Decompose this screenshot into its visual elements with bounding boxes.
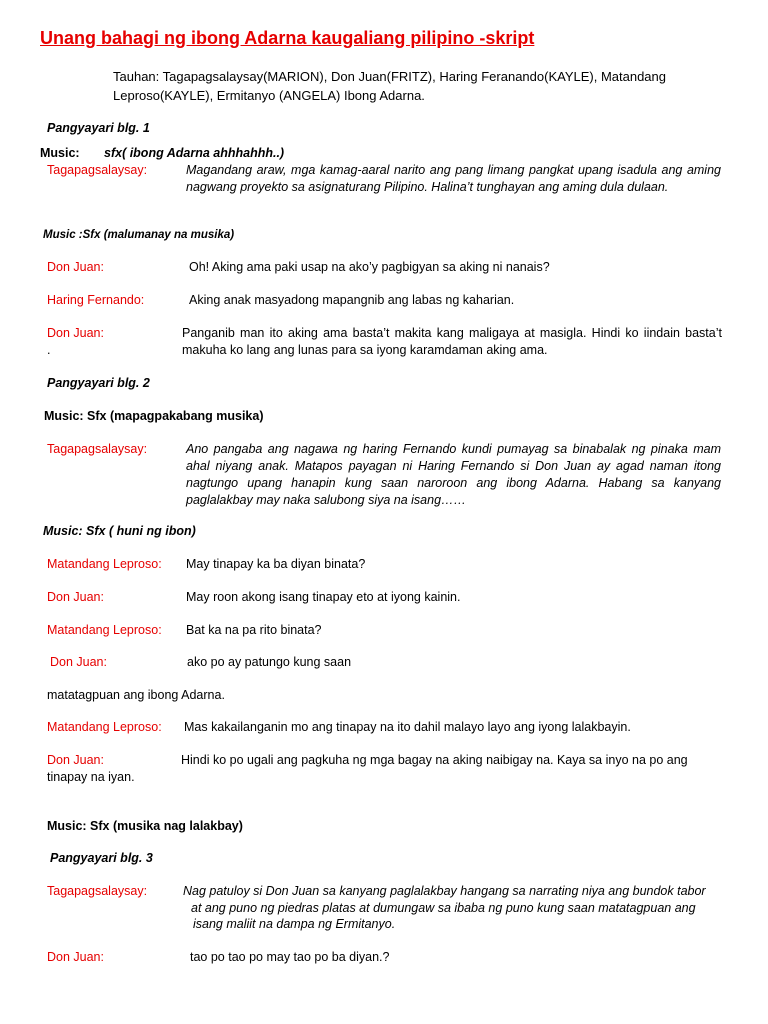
dialogue-continuation: tinapay na iyan. [47, 770, 135, 784]
speaker-name: Matandang Leproso: [47, 557, 162, 571]
speaker-name: Don Juan: [47, 753, 104, 767]
dialogue-line: Bat ka na pa rito binata? [186, 623, 322, 637]
section-heading-3: Pangyayari blg. 3 [50, 851, 153, 865]
dialogue-line: isang maliit na dampa ng Ermitanyo. [193, 917, 396, 931]
speaker-name: Matandang Leproso: [47, 623, 162, 637]
music-cue-3: Music: Sfx (mapagpakabang musika) [44, 409, 264, 423]
dialogue-line: at ang puno ng piedras platas at dumungaw sa ibaba ng puno kung saan matatagpuan ang [191, 901, 696, 915]
speaker-name: Don Juan: [47, 326, 104, 340]
dialogue-line: ako po ay patungo kung saan [187, 655, 352, 669]
music-cue-4: Music: Sfx ( huni ng ibon) [43, 524, 196, 538]
section-heading-2: Pangyayari blg. 2 [47, 376, 150, 390]
speaker-name: Tagapagsalaysay: [47, 442, 148, 456]
dialogue-line: Oh! Aking ama paki usap na ako’y pagbigyan sa aking ni nanais? [189, 260, 550, 274]
speaker-name: Matandang Leproso: [47, 720, 162, 734]
speaker-name: Don Juan: [50, 655, 107, 669]
music-cue-2: Music :Sfx (malumanay na musika) [43, 229, 235, 241]
margin-mark: . [47, 343, 51, 357]
music-cue-5: Music: Sfx (musika nag lalakbay) [47, 819, 243, 833]
dialogue-line: Aking anak masyadong mapangnib ang labas ng kaharian. [189, 293, 515, 307]
speaker-name: Don Juan: [47, 950, 104, 964]
dialogue-line: Panganib man ito aking ama basta’t makita kang maligaya at masigla. Hindi ko iindain basta’t makuha ko lang ang lunas para sa iyong karamdaman aking ama. [182, 326, 722, 357]
dialogue-line: tao po tao po may tao po ba diyan.? [190, 950, 390, 964]
dialogue-line: Mas kakailanganin mo ang tinapay na ito dahil malayo layo ang iyong lalakbayin. [184, 720, 631, 734]
speaker-name: Haring Fernando: [47, 293, 145, 307]
document-title: Unang bahagi ng ibong Adarna kaugaliang pilipino -skript [40, 28, 535, 48]
cast-list: Tauhan: Tagapagsalaysay(MARION), Don Juan(FRITZ), Haring Feranando(KAYLE), Matandang Leproso(KAYLE), Ermitanyo (ANGELA) Ibong Adarna. [113, 69, 667, 103]
dialogue-line: Magandang araw, mga kamag-aaral narito ang pang limang pangkat upang isadula ang aming nagwang proyekto sa asignaturang Pilipino. Halina’t tunghayan ang aming dula dulaan. [186, 163, 721, 194]
dialogue-line: May roon akong isang tinapay eto at iyong kainin. [186, 590, 461, 604]
dialogue-line: Ano pangaba ang nagawa ng haring Fernando kundi pumayag sa binabalak ng pinaka mam ahal niyang anak. Matapos payagan ni Haring Fernando si Don Juan ay agad naman itong nagtungo upang hanapin kung saan naroroon ang ibong Adarna. Habang sa kanyang paglalakbay may naka salubong siya na isang…… [186, 442, 721, 507]
speaker-name: Don Juan: [47, 590, 104, 604]
speaker-name: Don Juan: [47, 260, 104, 274]
dialogue-line: Nag patuloy si Don Juan sa kanyang paglalakbay hangang sa narrating niya ang bundok tabor [183, 884, 706, 898]
dialogue-continuation: matatagpuan ang ibong Adarna. [47, 688, 225, 702]
speaker-name: Tagapagsalaysay: [47, 884, 148, 898]
music-cue-1: sfx( ibong Adarna ahhhahhh..) [104, 146, 285, 160]
dialogue-line: May tinapay ka ba diyan binata? [186, 557, 366, 571]
dialogue-line: Hindi ko po ugali ang pagkuha ng mga bagay na aking naibigay na. Kaya sa inyo na po ang [181, 753, 688, 767]
section-heading-1: Pangyayari blg. 1 [47, 121, 150, 135]
music-label: Music: [40, 146, 80, 160]
speaker-name: Tagapagsalaysay: [47, 163, 148, 177]
